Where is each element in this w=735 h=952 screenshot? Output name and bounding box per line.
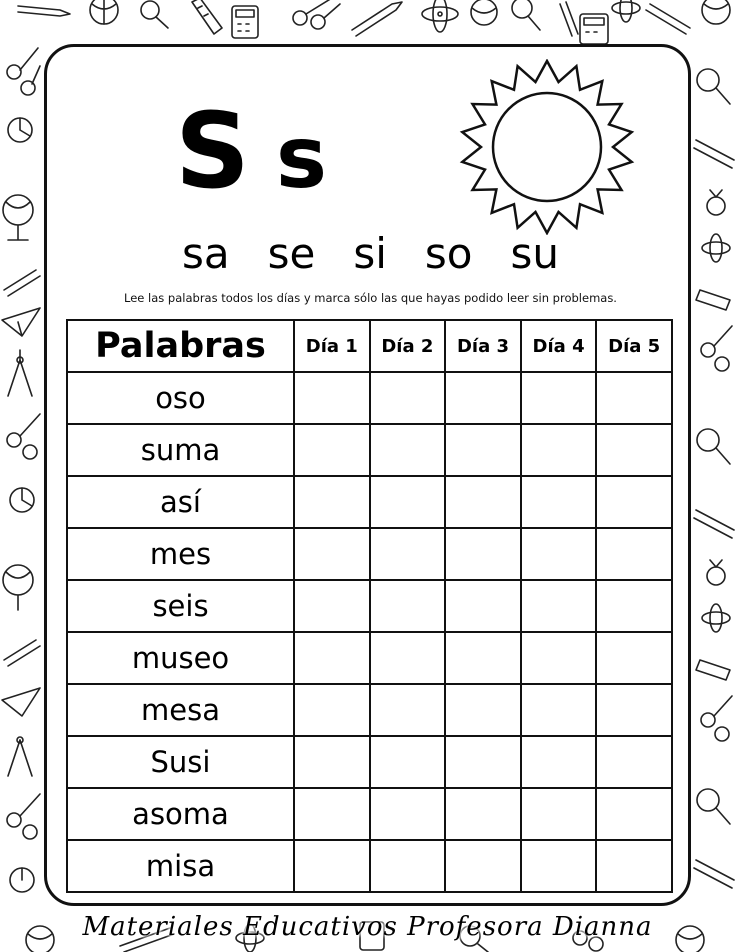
syllable: si <box>353 229 387 278</box>
checkmark-cell[interactable] <box>596 840 672 892</box>
checkmark-cell[interactable] <box>445 580 521 632</box>
pencil-icon <box>694 140 734 168</box>
syllable: so <box>424 229 473 278</box>
table-row <box>67 736 672 788</box>
checkmark-cell[interactable] <box>294 684 370 736</box>
checkmark-cell[interactable] <box>370 372 446 424</box>
day-column-header: Día 3 <box>445 320 521 372</box>
table-row <box>67 528 672 580</box>
checkmark-cell[interactable] <box>445 788 521 840</box>
checkmark-cell[interactable] <box>596 684 672 736</box>
checkmark-cell[interactable] <box>370 736 446 788</box>
checkmark-cell[interactable] <box>521 840 597 892</box>
ruler-icon <box>696 290 730 310</box>
checkmark-cell[interactable] <box>596 580 672 632</box>
globe-icon <box>90 0 118 24</box>
globe-icon <box>3 565 33 610</box>
compass-icon <box>8 350 32 396</box>
checkmark-cell[interactable] <box>596 476 672 528</box>
scissors-icon <box>7 48 40 95</box>
word-cell: suma <box>67 424 294 476</box>
checkmark-cell[interactable] <box>370 840 446 892</box>
table-row <box>67 476 672 528</box>
calculator-icon <box>580 14 608 44</box>
atom-icon <box>422 0 458 32</box>
checkmark-cell[interactable] <box>445 684 521 736</box>
pie-chart-icon <box>10 868 34 892</box>
checkmark-cell[interactable] <box>370 684 446 736</box>
checkmark-cell[interactable] <box>521 788 597 840</box>
word-cell: museo <box>67 632 294 684</box>
checkmark-cell[interactable] <box>445 372 521 424</box>
checkmark-cell[interactable] <box>370 580 446 632</box>
pie-chart-icon <box>10 488 34 512</box>
day-column-header: Día 2 <box>370 320 446 372</box>
scissors-icon <box>701 326 732 371</box>
compass-icon <box>8 737 32 776</box>
checkmark-cell[interactable] <box>445 840 521 892</box>
ruler-icon <box>192 0 222 34</box>
table-header-row <box>67 320 672 372</box>
checkmark-cell[interactable] <box>521 476 597 528</box>
pencil-icon <box>18 6 70 16</box>
day-column-header: Día 4 <box>521 320 597 372</box>
medal-icon <box>707 190 725 215</box>
checkmark-cell[interactable] <box>445 476 521 528</box>
footer-credit: Materiales Educativos Profesora Dianna <box>82 912 653 942</box>
word-cell: Susi <box>67 736 294 788</box>
word-cell: así <box>67 476 294 528</box>
magnifier-icon <box>697 429 730 464</box>
syllable: se <box>267 229 316 278</box>
table-row <box>67 788 672 840</box>
reading-tracker-table <box>66 319 673 893</box>
scissors-icon <box>7 414 40 459</box>
table-row <box>67 840 672 892</box>
medal-icon <box>707 560 725 585</box>
checkmark-cell[interactable] <box>370 476 446 528</box>
atom-icon <box>702 604 730 632</box>
checkmark-cell[interactable] <box>521 424 597 476</box>
atom-icon <box>612 0 640 22</box>
checkmark-cell[interactable] <box>294 736 370 788</box>
checkmark-cell[interactable] <box>596 788 672 840</box>
checkmark-cell[interactable] <box>370 788 446 840</box>
checkmark-cell[interactable] <box>521 632 597 684</box>
pencil-icon <box>694 510 734 538</box>
word-cell: oso <box>67 372 294 424</box>
checkmark-cell[interactable] <box>521 736 597 788</box>
pie-chart-icon <box>8 118 32 142</box>
pencil-icon <box>560 2 578 36</box>
pencil-icon <box>646 4 690 34</box>
checkmark-cell[interactable] <box>294 476 370 528</box>
sun-icon <box>459 59 635 235</box>
word-cell: misa <box>67 840 294 892</box>
day-column-header: Día 1 <box>294 320 370 372</box>
word-cell: mes <box>67 528 294 580</box>
scissors-icon <box>293 0 340 29</box>
instructions-text: Lee las palabras todos los días y marca sólo las que hayas podido leer sin problemas. <box>124 291 617 305</box>
pencil-icon <box>4 270 40 296</box>
magnifier-icon <box>512 0 540 30</box>
scissors-icon <box>701 696 732 741</box>
lowercase-letter: s <box>275 108 332 208</box>
checkmark-cell[interactable] <box>596 372 672 424</box>
syllable: sa <box>181 229 230 278</box>
pencil-icon <box>4 640 40 666</box>
ruler-icon <box>696 660 730 680</box>
magnifier-icon <box>697 69 730 104</box>
worksheet-card <box>44 44 691 906</box>
checkmark-cell[interactable] <box>445 424 521 476</box>
syllable: su <box>510 229 559 278</box>
table-row <box>67 372 672 424</box>
letter-title <box>175 90 332 212</box>
globe-icon <box>471 0 497 25</box>
words-column-header: Palabras <box>67 320 294 372</box>
table-row <box>67 424 672 476</box>
checkmark-cell[interactable] <box>445 736 521 788</box>
checkmark-cell[interactable] <box>521 372 597 424</box>
checkmark-cell[interactable] <box>294 528 370 580</box>
checkmark-cell[interactable] <box>521 684 597 736</box>
table-row <box>67 580 672 632</box>
checkmark-cell[interactable] <box>596 736 672 788</box>
pencil-icon <box>694 860 734 888</box>
paper-plane-icon <box>2 308 40 336</box>
globe-icon <box>3 195 33 240</box>
checkmark-cell[interactable] <box>596 424 672 476</box>
checkmark-cell[interactable] <box>521 528 597 580</box>
checkmark-cell[interactable] <box>370 528 446 580</box>
paper-plane-icon <box>2 688 40 716</box>
magnifier-icon <box>141 1 168 28</box>
checkmark-cell[interactable] <box>521 580 597 632</box>
syllables-row <box>47 229 691 278</box>
word-cell: asoma <box>67 788 294 840</box>
checkmark-cell[interactable] <box>596 528 672 580</box>
table-row <box>67 632 672 684</box>
globe-icon <box>702 0 730 24</box>
calculator-icon <box>232 6 258 38</box>
word-cell: seis <box>67 580 294 632</box>
table-row <box>67 684 672 736</box>
pencil-icon <box>352 2 402 36</box>
magnifier-icon <box>697 789 730 824</box>
word-cell: mesa <box>67 684 294 736</box>
uppercase-letter: S <box>175 90 254 212</box>
checkmark-cell[interactable] <box>294 840 370 892</box>
checkmark-cell[interactable] <box>596 632 672 684</box>
checkmark-cell[interactable] <box>294 580 370 632</box>
scissors-icon <box>7 794 40 839</box>
checkmark-cell[interactable] <box>445 632 521 684</box>
checkmark-cell[interactable] <box>445 528 521 580</box>
day-column-header: Día 5 <box>596 320 672 372</box>
checkmark-cell[interactable] <box>370 424 446 476</box>
checkmark-cell[interactable] <box>370 632 446 684</box>
checkmark-cell[interactable] <box>294 372 370 424</box>
atom-icon <box>702 234 730 262</box>
checkmark-cell[interactable] <box>294 632 370 684</box>
checkmark-cell[interactable] <box>294 788 370 840</box>
checkmark-cell[interactable] <box>294 424 370 476</box>
